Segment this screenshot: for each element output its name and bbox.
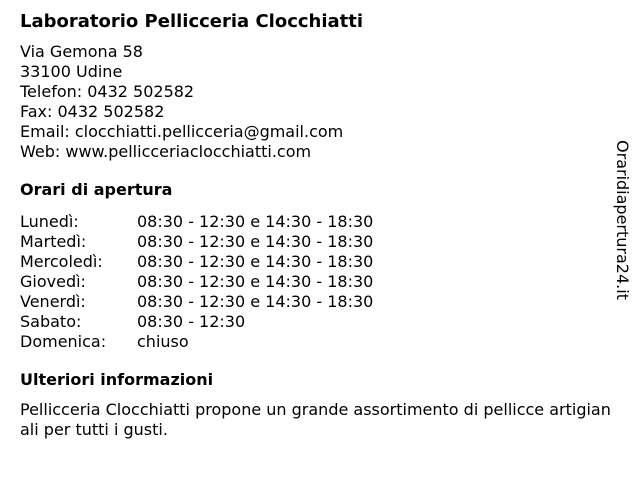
opening-hours-table: [20, 212, 610, 352]
site-watermark: Oraridiapertura24.it: [613, 140, 632, 300]
hours-day: Sabato:: [20, 312, 82, 331]
street-address: Via Gemona 58: [20, 42, 143, 61]
hours-time: chiuso: [137, 332, 189, 351]
hours-time: 08:30 - 12:30 e 14:30 - 18:30: [137, 212, 374, 231]
hours-day: Venerdì:: [20, 292, 86, 311]
email-address: Email: clocchiatti.pellicceria@gmail.com: [20, 122, 344, 141]
city-postal: 33100 Udine: [20, 62, 123, 81]
hours-row: [20, 252, 610, 272]
hours-day: Lunedì:: [20, 212, 79, 231]
additional-info-heading: Ulteriori informazioni: [20, 370, 214, 389]
hours-row: [20, 292, 610, 312]
business-name: Laboratorio Pellicceria Clocchiatti: [20, 11, 364, 32]
hours-day: Martedì:: [20, 232, 87, 251]
hours-time: 08:30 - 12:30: [137, 312, 246, 331]
hours-time: 08:30 - 12:30 e 14:30 - 18:30: [137, 252, 374, 271]
hours-row: [20, 312, 610, 332]
additional-info-text: Pellicceria Clocchiatti propone un grande assortimento di pellicce artigianali per tutti i gusti.: [20, 400, 611, 439]
hours-row: [20, 232, 610, 252]
hours-time: 08:30 - 12:30 e 14:30 - 18:30: [137, 232, 374, 251]
fax-number: Fax: 0432 502582: [20, 102, 165, 121]
phone-number: Telefon: 0432 502582: [20, 82, 195, 101]
hours-row: [20, 272, 610, 292]
hours-day: Mercoledì:: [20, 252, 103, 271]
hours-row: [20, 212, 610, 232]
hours-day: Giovedì:: [20, 272, 86, 291]
hours-time: 08:30 - 12:30 e 14:30 - 18:30: [137, 272, 374, 291]
business-card: [20, 10, 610, 440]
hours-time: 08:30 - 12:30 e 14:30 - 18:30: [137, 292, 374, 311]
opening-hours-heading: Orari di apertura: [20, 180, 173, 199]
contact-block: [20, 42, 610, 162]
hours-row: [20, 332, 610, 352]
hours-day: Domenica:: [20, 332, 107, 351]
website: Web: www.pellicceriaclocchiatti.com: [20, 142, 312, 161]
